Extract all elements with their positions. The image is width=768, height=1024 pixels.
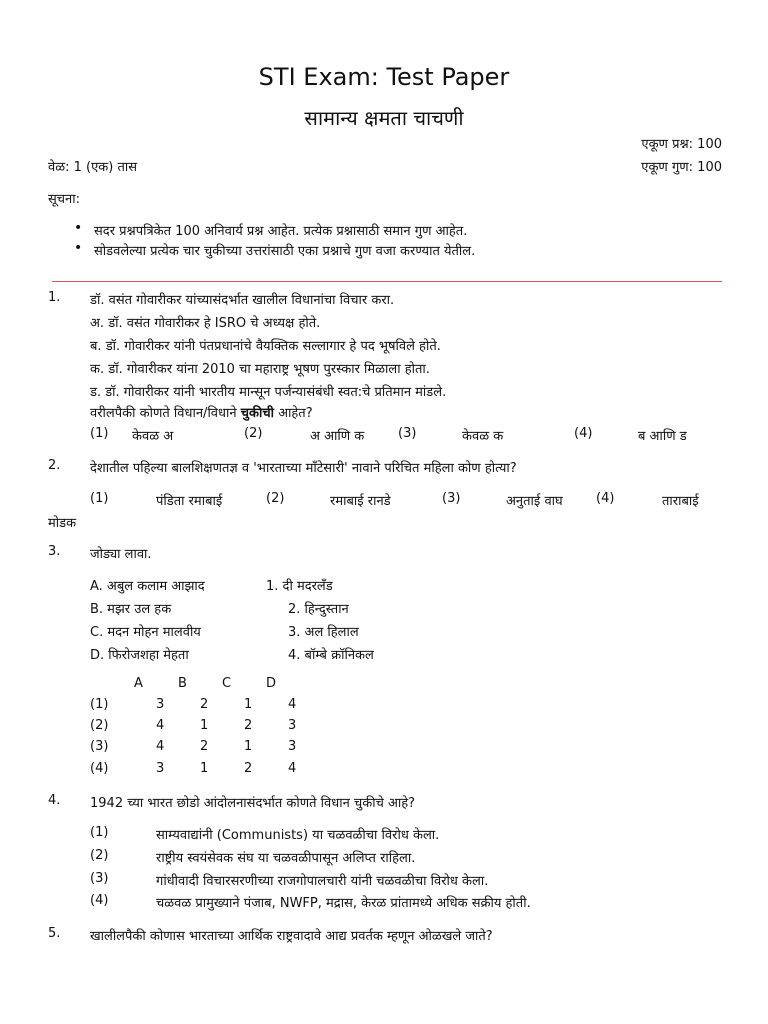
option-text: अ आणि क <box>310 429 365 444</box>
match-row-number: (1) <box>90 697 109 712</box>
exam-time: वेळ: 1 (एक) तास <box>48 160 138 175</box>
question-number: 2. <box>48 458 61 473</box>
match-cell: 4 <box>156 718 165 733</box>
option-text: चळवळ प्रामुख्याने पंजाब, NWFP, मद्रास, केरळ प्रांतामध्ये अधिक सक्रीय होती. <box>156 896 531 911</box>
option-text: पंडिता रमाबाई <box>156 494 223 509</box>
statement: ब. डॉ. गोवारीकर यांनी पंतप्रधानांचे वैयक्तिक सल्लागार हे पद भूषविले होते. <box>90 339 441 354</box>
option-number: (3) <box>398 426 417 441</box>
statement: अ. डॉ. वसंत गोवारीकर हे ISRO चे अध्यक्ष होते. <box>90 316 321 331</box>
option-number: (2) <box>266 491 285 506</box>
match-cell: 1 <box>244 697 253 712</box>
total-marks: एकूण गुण: 100 <box>641 160 722 175</box>
question-text: 1942 च्या भारत छोडो आंदोलनासंदर्भात कोणते विधान चुकीचे आहे? <box>90 796 416 811</box>
instructions-heading: सूचना: <box>48 192 81 207</box>
paper-subtitle: सामान्य क्षमता चाचणी <box>304 106 464 130</box>
question-text: देशातील पहिल्या बालशिक्षणतज्ञ व 'भारताच्या मॉंटेसारी' नावाने परिचित महिला कोण होत्या? <box>90 461 517 476</box>
match-header: C <box>222 676 232 691</box>
statement: क. डॉ. गोवारीकर यांना 2010 चा महाराष्ट्र भूषण पुरस्कार मिळाला होता. <box>90 362 430 377</box>
match-row-number: (4) <box>90 761 109 776</box>
match-right-item: 3. अल हिलाल <box>288 625 359 640</box>
option-text: साम्यवाद्यांनी (Communists) या चळवळीचा विरोध केला. <box>156 828 440 843</box>
section-divider <box>52 281 722 282</box>
question-text: जोड्या लावा. <box>90 547 152 562</box>
option-text: अनुताई वाघ <box>506 494 563 509</box>
option-text: केवळ अ <box>132 429 174 444</box>
question-number: 1. <box>48 290 61 305</box>
match-cell: 2 <box>244 761 253 776</box>
option-number: (1) <box>90 491 109 506</box>
match-cell: 1 <box>200 761 209 776</box>
option-text-continuation: मोडक <box>48 516 77 531</box>
match-cell: 1 <box>244 739 253 754</box>
option-number: (4) <box>574 426 593 441</box>
option-number: (4) <box>596 491 615 506</box>
match-cell: 3 <box>288 718 297 733</box>
instruction-text: सोडवलेल्या प्रत्येक चार चुकीच्या उत्तरांसाठी एका प्रश्नाचे गुण वजा करण्यात येतील. <box>94 244 476 259</box>
match-cell: 3 <box>156 697 165 712</box>
match-cell: 3 <box>156 761 165 776</box>
option-number: (1) <box>90 825 109 840</box>
match-row-number: (3) <box>90 739 109 754</box>
match-left-item: C. मदन मोहन मालवीय <box>90 625 201 640</box>
match-cell: 4 <box>288 697 297 712</box>
option-text: ब आणि ड <box>638 429 687 444</box>
option-number: (3) <box>90 871 109 886</box>
paper-title: STI Exam: Test Paper <box>258 63 510 91</box>
question-number: 5. <box>48 926 61 941</box>
question-prompt <box>90 403 313 421</box>
match-header: B <box>178 676 187 691</box>
option-text: रमाबाई रानडे <box>330 494 391 509</box>
instruction-item <box>94 221 467 239</box>
prompt-text: वरीलपैकी कोणते विधान/विधाने <box>90 406 241 421</box>
match-left-item: D. फिरोजशहा मेहता <box>90 648 189 663</box>
prompt-text: आहेत? <box>273 406 313 421</box>
option-number: (3) <box>442 491 461 506</box>
instruction-text: सदर प्रश्नपत्रिकेत 100 अनिवार्य प्रश्न आहेत. प्रत्येक प्रश्नासाठी समान गुण आहेत. <box>94 224 468 239</box>
question-number: 3. <box>48 544 61 559</box>
match-cell: 4 <box>156 739 165 754</box>
match-left-item: A. अबुल कलाम आझाद <box>90 579 205 594</box>
match-right-item: 4. बॉम्बे क्रॉनिकल <box>288 648 374 663</box>
match-cell: 3 <box>288 739 297 754</box>
match-cell: 1 <box>200 718 209 733</box>
match-header: D <box>266 676 277 691</box>
match-left-item: B. मझर उल हक <box>90 602 172 617</box>
match-cell: 2 <box>200 697 209 712</box>
match-row-number: (2) <box>90 718 109 733</box>
match-cell: 4 <box>288 761 297 776</box>
match-header: A <box>134 676 143 691</box>
instruction-item <box>94 241 475 259</box>
match-right-item: 2. हिन्दुस्तान <box>288 602 349 617</box>
option-number: (1) <box>90 426 109 441</box>
total-questions: एकूण प्रश्न: 100 <box>641 137 722 152</box>
option-text: केवळ क <box>462 429 504 444</box>
option-text: ताराबाई <box>662 494 699 509</box>
prompt-emphasis: चुकीची <box>240 406 274 421</box>
match-right-item: 1. दी मदरलॅंड <box>266 579 333 594</box>
option-text: राष्ट्रीय स्वयंसेवक संघ या चळवळीपासून अलिप्त राहिला. <box>156 851 416 866</box>
statement: ड. डॉ. गोवारीकर यांनी भारतीय मान्सून पर्जन्यासंबंधी स्वत:चे प्रतिमान मांडले. <box>90 385 447 400</box>
question-number: 4. <box>48 793 61 808</box>
option-number: (4) <box>90 893 109 908</box>
match-cell: 2 <box>244 718 253 733</box>
option-number: (2) <box>244 426 263 441</box>
option-number: (2) <box>90 848 109 863</box>
option-text: गांधीवादी विचारसरणीच्या राजगोपालचारी यांनी चळवळीचा विरोध केला. <box>156 874 489 889</box>
question-text: खालीलपैकी कोणास भारताच्या आर्थिक राष्ट्रवादावे आद्य प्रवर्तक म्हणून ओळखले जाते? <box>90 929 493 944</box>
match-cell: 2 <box>200 739 209 754</box>
question-text: डॉ. वसंत गोवारीकर यांच्यासंदर्भात खालील विधानांचा विचार करा. <box>90 293 395 308</box>
